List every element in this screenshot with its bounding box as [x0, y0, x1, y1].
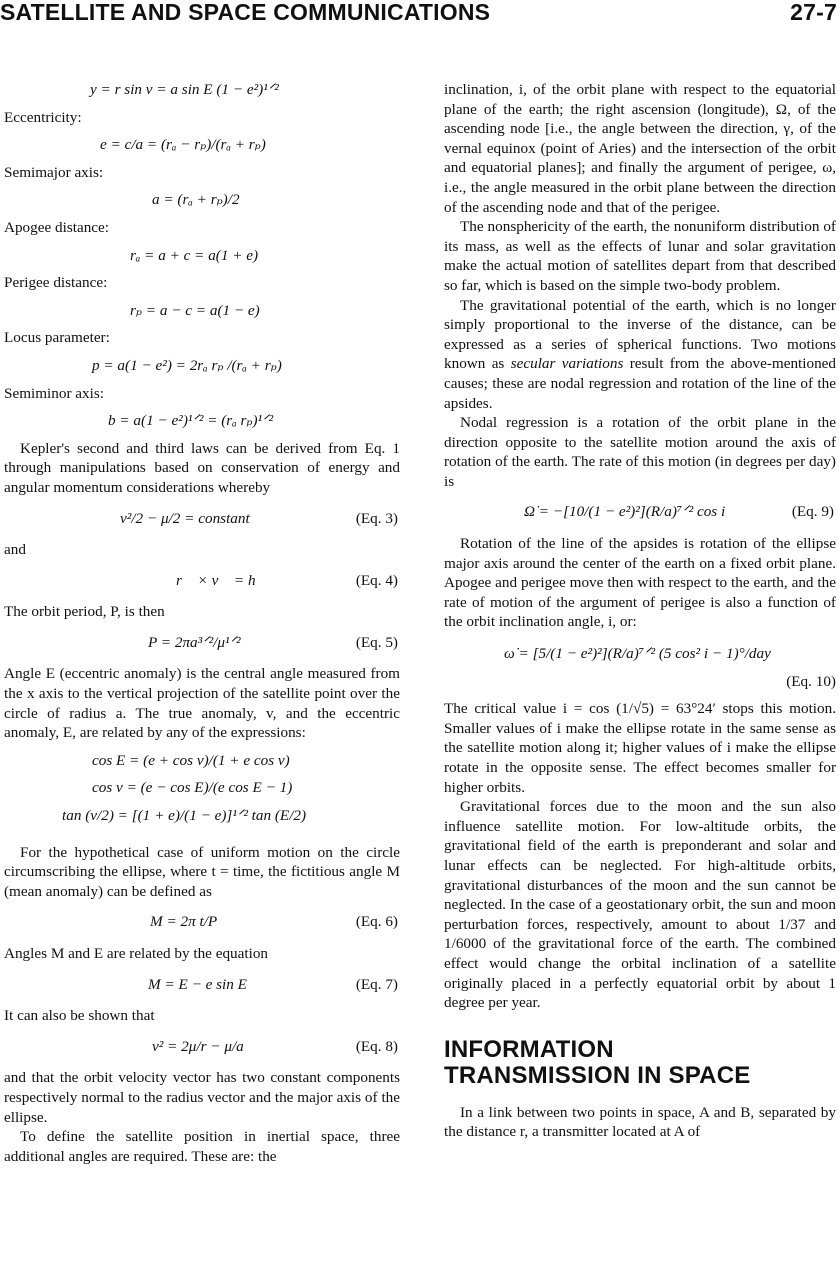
page-number: 27-7: [790, 0, 837, 25]
label-semiminor: Semiminor axis:: [4, 384, 104, 402]
running-header: [0, 0, 839, 34]
equation-locus: p = a(1 − e²) = 2rₐ rₚ /(rₐ + rₚ): [92, 356, 282, 374]
label-perigee: Perigee distance:: [4, 274, 108, 292]
equation-10-number: (Eq. 10): [786, 672, 836, 690]
paragraph-kepler: Kepler's second and third laws can be derived from Eq. 1 through manipulations based on conservation of energy and angular momentum considerations whereby: [4, 439, 400, 496]
paragraph-shown: It can also be shown that: [4, 1007, 155, 1025]
equation-y: y = r sin v = a sin E (1 − e²)¹ᐟ²: [90, 81, 279, 98]
equation-8: v² = 2μ/r − μ/a (Eq. 8): [152, 1037, 398, 1055]
section-heading-line-2: TRANSMISSION IN SPACE: [444, 1061, 751, 1089]
paragraph-angles: Angles M and E are related by the equation: [4, 945, 269, 962]
paragraph-define: To define the satellite position in inertial space, three additional angles are required. These are: the: [4, 1128, 400, 1165]
paragraph-velocity: and that the orbit velocity vector has two constant components respectively normal to the radius vector and the major axis of the ellipse.: [4, 1069, 400, 1126]
paragraph-period: The orbit period, P, is then: [4, 603, 165, 621]
label-locus: Locus parameter:: [4, 329, 110, 347]
right-column: [444, 80, 836, 1142]
equation-4: r⃗ × v⃗ = h⃗ (Eq. 4): [176, 571, 398, 589]
paragraph-gravitational-potential: The gravitational potential of the earth, which is no longer simply proportional to the inverse of the distance, can be expressed as a series of spherical functions. Two motions known as secular variations result from the above-mentioned causes; these are nodal regression and rotation of the line of the apsides.: [444, 296, 837, 412]
label-eccentricity: Eccentricity:: [4, 108, 82, 126]
equation-9: Ω̇ = −[10/(1 − e²)²](R/a)⁷ᐟ² cos i (Eq. 9): [524, 503, 834, 521]
equation-6: M = 2π t/P (Eq. 6): [150, 913, 398, 931]
equation-5: P = 2πa³ᐟ²/μ¹ᐟ² (Eq. 5): [148, 633, 398, 651]
equation-cos-v: cos v = (e − cos E)/(e cos E − 1): [92, 779, 293, 797]
equation-7: M = E − e sin E (Eq. 7): [148, 975, 398, 993]
paragraph-hypothetical: For the hypothetical case of uniform motion on the circle circumscribing the ellipse, where t = time, the fictitious angle M (mean anomaly) can be defined as: [4, 843, 400, 900]
equation-eccentricity: e = c/a = (rₐ − rₚ)/(rₐ + rₚ): [100, 136, 266, 154]
text-and: and: [4, 541, 26, 559]
equation-perigee: rₚ = a − c = a(1 − e): [130, 301, 260, 319]
paragraph-angle-e: Angle E (eccentric anomaly) is the central angle measured from the x axis to the vertical projection of the satellite point over the circle of radius a. The true anomaly, v, and the eccentric anomaly, E, are related by any of the expressions:: [4, 665, 400, 742]
paragraph-nodal-regression: Nodal regression is a rotation of the orbit plane in the direction opposite to the satellite motion around the axis of rotation of the earth. The rate of this motion (in degrees per day) is: [444, 414, 836, 490]
equation-10: ω̇ = [5/(1 − e²)²](R/a)⁷ᐟ² (5 cos² i − 1)°/day: [504, 645, 771, 663]
paragraph-apsides-rotation: Rotation of the line of the apsides is rotation of the ellipse major axis around the center of the earth on a fixed orbit plane. Apogee and perigee move then with respect to the earth, and the rate of motion of the argument of perigee is also a function of the orbit inclination angle, i, or:: [444, 535, 836, 631]
paragraph-nonsphericity: The nonsphericity of the earth, the nonuniform distribution of its mass, as well as the effects of lunar and solar gravitation make the actual motion of satellites depart from that described so far, which is based on the simple two-body problem.: [444, 218, 836, 294]
paragraph-inclination: inclination, i, of the orbit plane with respect to the equatorial plane of the earth; the right ascension (longitude), Ω, of the ascending node [i.e., the angle between the direction, γ, of the vernal equinox (point of Aries) and the intersection of the orbit and equatorial planes]; and finally the argument of perigee, ω, i.e., the angle measured in the orbit plane between the direction of the ascending node and that of the perigee.: [444, 81, 836, 216]
label-apogee: Apogee distance:: [4, 218, 110, 236]
paragraph-critical-value: The critical value i = cos (1/√5) = 63°24′ stops this motion. Smaller values of i make the ellipse rotate in the same sense as the satellite motion along it; higher values of i make the ellipse rotate in the opposite sense. The effect becomes smaller for higher orbits.: [444, 700, 836, 796]
emphasis-secular-variations: secular variations: [510, 355, 624, 373]
running-header-title: SATELLITE AND SPACE COMMUNICATIONS: [0, 0, 491, 25]
equation-semimajor: a = (rₐ + rₚ)/2: [152, 191, 240, 209]
section-heading-line-1: INFORMATION: [444, 1035, 614, 1063]
paragraph-gravitational-forces: Gravitational forces due to the moon and the sun also influence satellite motion. For low-altitude orbits, the gravitational field of the earth is preponderant and solar and lunar effects can be neglected. For high-altitude orbits, gravitational disturbances of the moon and the sun cannot be neglected. In the case of a geostationary orbit, the sun and moon perturbation forces, respectively, amount to about 1/37 and 1/6000 of the gravitational force of the earth. The combined effect would change the orbital inclination of a satellite originally placed in a perfectly equatorial orbit by about 1 degree per year.: [444, 798, 836, 1012]
equation-cos-e: cos E = (e + cos v)/(1 + e cos v): [92, 751, 290, 769]
equation-tan: tan (v/2) = [(1 + e)/(1 − e)]¹ᐟ² tan (E/2): [62, 807, 307, 825]
left-column: [4, 80, 400, 1166]
equation-3: v²/2 − μ/2 = constant (Eq. 3): [120, 509, 398, 527]
equation-semiminor: b = a(1 − e²)¹ᐟ² = (rₐ rₚ)¹ᐟ²: [108, 412, 274, 430]
equation-apogee: rₐ = a + c = a(1 + e): [130, 246, 259, 264]
paragraph-link: In a link between two points in space, A and B, separated by the distance r, a transmitter located at A of: [444, 1103, 836, 1141]
label-semimajor: Semimajor axis:: [4, 163, 104, 181]
